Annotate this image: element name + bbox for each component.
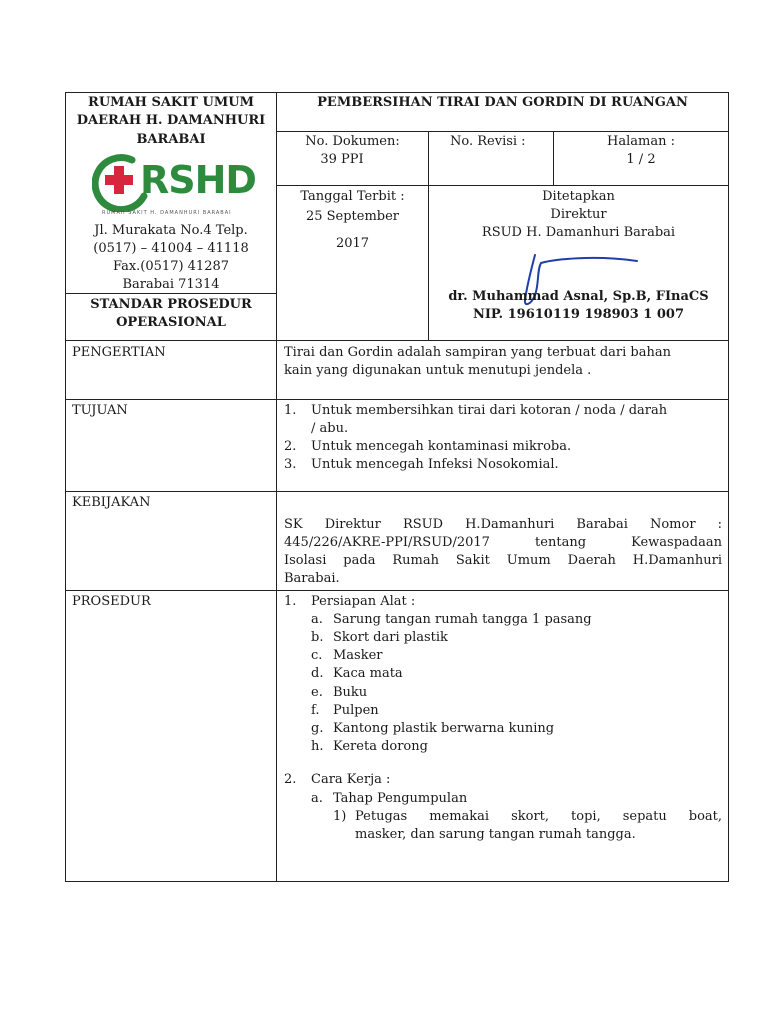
hospital-name-line-1: RUMAH SAKIT UMUM (88, 95, 254, 110)
tool-item: Sarung tangan rumah tangga 1 pasang (333, 612, 592, 627)
hospital-name-line-2: DAERAH H. DAMANHURI (76, 113, 266, 128)
address-line-3: Fax.(0517) 41287 (112, 259, 230, 274)
tujuan-label: TUJUAN (72, 403, 128, 418)
tujuan-item-number: 1. (284, 403, 297, 418)
tool-letter: d. (311, 666, 324, 681)
prosedur-label-cell (65, 590, 277, 882)
tool-item: Kereta dorong (333, 739, 428, 754)
hospital-logo (92, 150, 256, 220)
signer-nip: NIP. 19610119 198903 1 007 (472, 307, 685, 322)
pengertian-text-line-2: kain yang digunakan untuk menutupi jendela . (284, 363, 592, 378)
address-line-4: Barabai 71314 (122, 277, 220, 292)
hospital-name-line-3: BARABAI (136, 132, 206, 147)
phase-item-number: 1) (333, 809, 347, 824)
page-label: Halaman : (607, 134, 675, 149)
approval-line-2: Direktur (550, 207, 607, 222)
issue-date-line-1: 25 September (305, 209, 400, 224)
tujuan-item-text: Untuk mencegah kontaminasi mikroba. (311, 439, 572, 454)
tujuan-item-text: Untuk mencegah Infeksi Nosokomial. (311, 457, 559, 472)
kebijakan-text-line-3: Isolasi pada Rumah Sakit Umum Daerah H.Damanhuri (284, 553, 722, 568)
tool-letter: f. (311, 703, 320, 718)
prosedur-label: PROSEDUR (72, 594, 151, 609)
logo-subtitle: RUMAH SAKIT H. DAMANHURI BARABAI (102, 210, 232, 216)
revision-label: No. Revisi : (450, 134, 526, 149)
tool-letter: g. (311, 721, 324, 736)
tool-item: Masker (333, 648, 383, 663)
signer-name: dr. Muhammad Asnal, Sp.B, FInaCS (448, 289, 709, 304)
prosedur-step-number: 2. (284, 772, 297, 787)
kebijakan-text-line-2: 445/226/AKRE-PPI/RSUD/2017 tentang Kewaspadaan (284, 535, 722, 550)
address-line-2: (0517) – 41004 – 41118 (93, 241, 249, 256)
page-value: 1 / 2 (626, 152, 656, 167)
tool-item: Skort dari plastik (333, 630, 448, 645)
phase-a-title: Tahap Pengumpulan (333, 791, 468, 806)
tool-letter: a. (311, 612, 323, 627)
document-title: PEMBERSIHAN TIRAI DAN GORDIN DI RUANGAN (317, 95, 688, 110)
kebijakan-text-line-4: Barabai. (284, 571, 340, 586)
tujuan-item-number: 2. (284, 439, 297, 454)
sop-label-line-1: STANDAR PROSEDUR (90, 297, 252, 312)
prosedur-step-1: Persiapan Alat : (311, 594, 416, 609)
tool-item: Kantong plastik berwarna kuning (333, 721, 555, 736)
phase-a-item-line-1: Petugas memakai skort, topi, sepatu boat, (355, 809, 722, 824)
prosedur-step-number: 1. (284, 594, 297, 609)
pengertian-text-line-1: Tirai dan Gordin adalah sampiran yang terbuat dari bahan (284, 345, 672, 360)
tujuan-item-text: / abu. (311, 421, 349, 436)
tool-letter: c. (311, 648, 323, 663)
logo-text: RSHD (140, 158, 256, 202)
tool-item: Pulpen (333, 703, 379, 718)
tool-letter: h. (311, 739, 324, 754)
approval-line-3: RSUD H. Damanhuri Barabai (481, 225, 676, 240)
sop-label-line-2: OPERASIONAL (116, 315, 226, 330)
approval-line-1: Ditetapkan (542, 189, 615, 204)
doc-number-label: No. Dokumen: (305, 134, 400, 149)
prosedur-step-2: Cara Kerja : (311, 772, 391, 787)
tool-letter: b. (311, 630, 324, 645)
tool-letter: e. (311, 685, 323, 700)
address-line-1: Jl. Murakata No.4 Telp. (94, 223, 248, 238)
tujuan-item-number: 3. (284, 457, 297, 472)
kebijakan-label: KEBIJAKAN (72, 495, 151, 510)
phase-a-item-line-2: masker, dan sarung tangan rumah tangga. (355, 827, 636, 842)
pengertian-label: PENGERTIAN (72, 345, 166, 360)
issue-date-line-2: 2017 (335, 236, 370, 251)
issue-date-label: Tanggal Terbit : (300, 189, 405, 204)
kebijakan-text-line-1: SK Direktur RSUD H.Damanhuri Barabai Nomor : (284, 517, 722, 532)
tool-item: Buku (333, 685, 368, 700)
phase-letter: a. (311, 791, 323, 806)
doc-number-value: 39 PPI (320, 152, 364, 167)
tujuan-item-text: Untuk membersihkan tirai dari kotoran / noda / darah (311, 403, 668, 418)
tool-item: Kaca mata (333, 666, 403, 681)
